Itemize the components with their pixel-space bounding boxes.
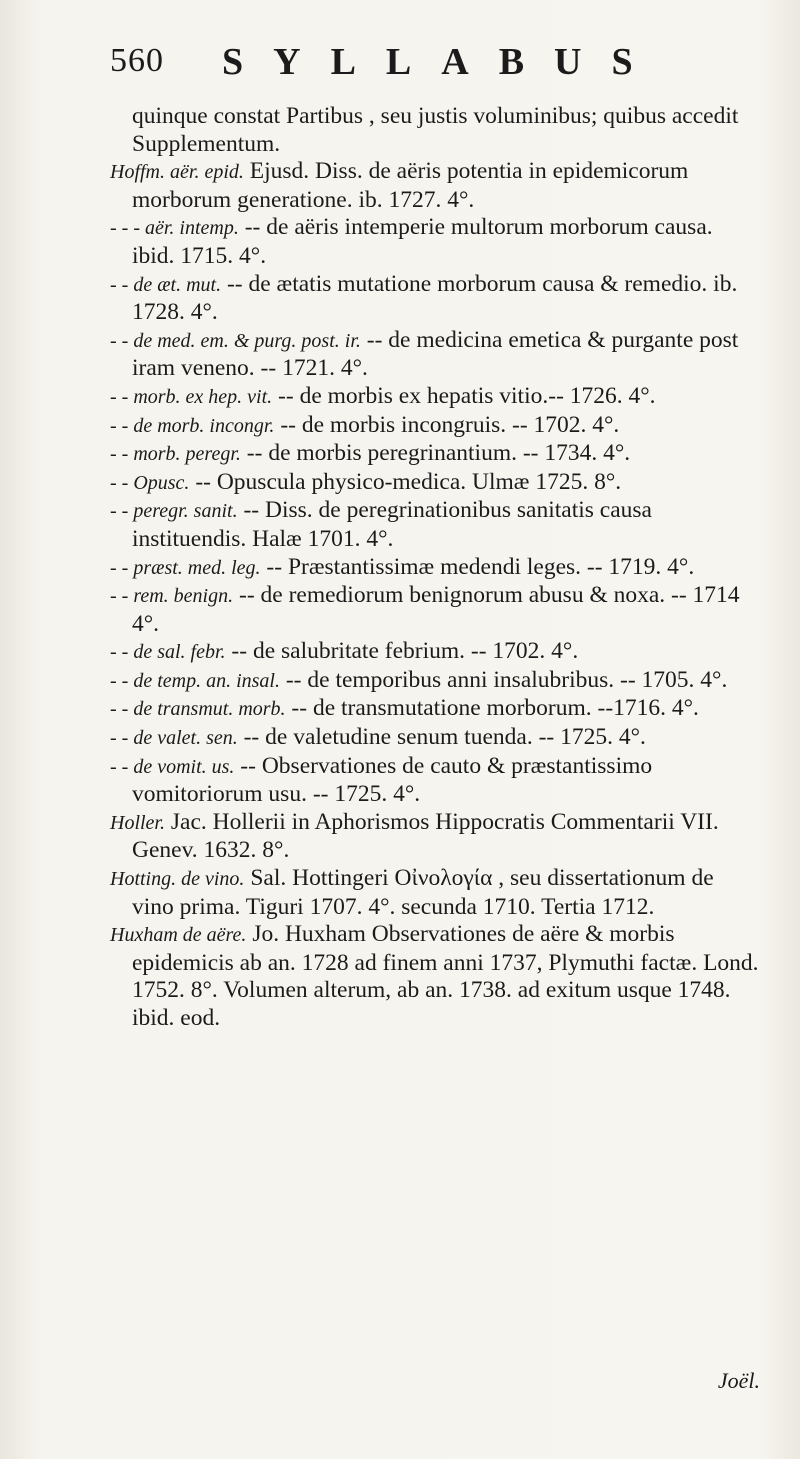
entry-text: -- Observationes de cauto & præstantissimo vomitoriorum usu. -- 1725. 4°.	[132, 752, 653, 808]
running-head: SYLLABUS	[222, 41, 663, 83]
entry	[110, 554, 760, 583]
entry-abbreviation: - - præst. med. leg.	[110, 556, 261, 579]
entry-abbreviation: - - morb. peregr.	[110, 443, 241, 466]
entry-abbreviation: - - de morb. incongr.	[110, 414, 275, 437]
catchword: Joël.	[717, 1368, 760, 1393]
entry	[110, 440, 760, 469]
entry-text: -- Præstantissimæ medendi leges. -- 1719. 4°.	[266, 553, 695, 580]
entry-text: Sal. Hottingeri Οἰνολογία , seu dissertationum de vino prima. Tiguri 1707. 4°. secunda 1710. Tertia 1712.	[132, 865, 714, 920]
entry-abbreviation: - - morb. ex hep. vit.	[110, 385, 273, 408]
entry	[110, 753, 760, 809]
entry	[110, 809, 760, 865]
entry-text: quinque constat Partibus , seu justis voluminibus; quibus accedit Supplementum.	[132, 103, 739, 157]
entry-abbreviation: - - de med. em. & purg. post. ir.	[110, 329, 361, 352]
entry-abbreviation: - - rem. benign.	[110, 585, 234, 608]
entry-text: Ejusd. Diss. de aëris potentia in epidemicorum morborum generatione. ib. 1727. 4°.	[132, 158, 689, 213]
entry	[110, 214, 760, 270]
entry	[110, 271, 760, 327]
entry	[110, 638, 760, 667]
entry-text: -- de temporibus anni insalubribus. -- 1705. 4°.	[285, 666, 728, 693]
entry-text: -- de aëris intemperie multorum morborum causa. ibid. 1715. 4°.	[132, 214, 713, 269]
entry-text: Jo. Huxham Observationes de aëre & morbis epidemicis ab an. 1728 ad finem anni 1737, Plymuthi factæ. Lond. 1752. 8°. Volumen alterum, ab an. 1738. ad exitum usque 1748. ibid. eod.	[132, 921, 759, 1031]
bibliography-entries	[110, 103, 760, 1033]
entry-abbreviation: Hotting. de vino.	[110, 868, 245, 891]
entry	[110, 667, 760, 696]
entry-abbreviation: Hoffm. aër. epid.	[110, 161, 244, 184]
page-number: 560	[110, 42, 164, 79]
entry-abbreviation: - - peregr. sanit.	[110, 500, 238, 523]
entry	[110, 921, 760, 1032]
entry	[110, 412, 760, 441]
entry-abbreviation: - - de temp. an. insal.	[110, 669, 280, 692]
entry-text: -- de valetudine senum tuenda. -- 1725. 4°.	[243, 724, 646, 751]
entry	[110, 469, 760, 498]
page-header	[110, 40, 690, 100]
entry-text: -- de remediorum benignorum abusu & noxa. -- 1714 4°.	[132, 582, 740, 637]
entry-abbreviation: - - de æt. mut.	[110, 273, 222, 296]
entry-text: -- de medicina emetica & purgante post iram veneno. -- 1721. 4°.	[132, 326, 739, 382]
entry-text: -- Diss. de peregrinationibus sanitatis causa instituendis. Halæ 1701. 4°.	[132, 497, 652, 552]
entry	[110, 383, 760, 412]
entry-text: -- de morbis ex hepatis vitio.-- 1726. 4°.	[278, 382, 656, 409]
entry	[110, 582, 760, 638]
entry-text: Jac. Hollerii in Aphorismos Hippocratis Commentarii VII. Genev. 1632. 8°.	[132, 808, 719, 864]
entry	[110, 497, 760, 553]
entry	[110, 158, 760, 214]
entry	[110, 865, 760, 921]
entry-abbreviation: Huxham de aëre.	[110, 924, 247, 947]
entry	[110, 724, 760, 753]
entry-text: -- de ætatis mutatione morborum causa & remedio. ib. 1728. 4°.	[132, 270, 738, 326]
entry-abbreviation: Holler.	[110, 811, 165, 834]
entry-abbreviation: - - Opusc.	[110, 471, 190, 494]
entry-text: -- Opuscula physico-medica. Ulmæ 1725. 8°.	[195, 468, 622, 495]
entry	[110, 695, 760, 724]
entry-abbreviation: - - de transmut. morb.	[110, 698, 286, 721]
entry	[110, 327, 760, 383]
entry-abbreviation: - - de vomit. us.	[110, 755, 235, 778]
entry-abbreviation: - - - aër. intemp.	[110, 217, 239, 240]
entry-abbreviation: - - de sal. febr.	[110, 641, 226, 664]
entry-text: -- de morbis peregrinantium. -- 1734. 4°.	[246, 440, 631, 467]
entry-text: -- de transmutatione morborum. --1716. 4°.	[291, 695, 699, 722]
entry-text: -- de salubritate febrium. -- 1702. 4°.	[231, 638, 579, 665]
entry-continuation	[110, 103, 760, 158]
entry-text: -- de morbis incongruis. -- 1702. 4°.	[280, 411, 620, 438]
entry-abbreviation: - - de valet. sen.	[110, 727, 238, 750]
